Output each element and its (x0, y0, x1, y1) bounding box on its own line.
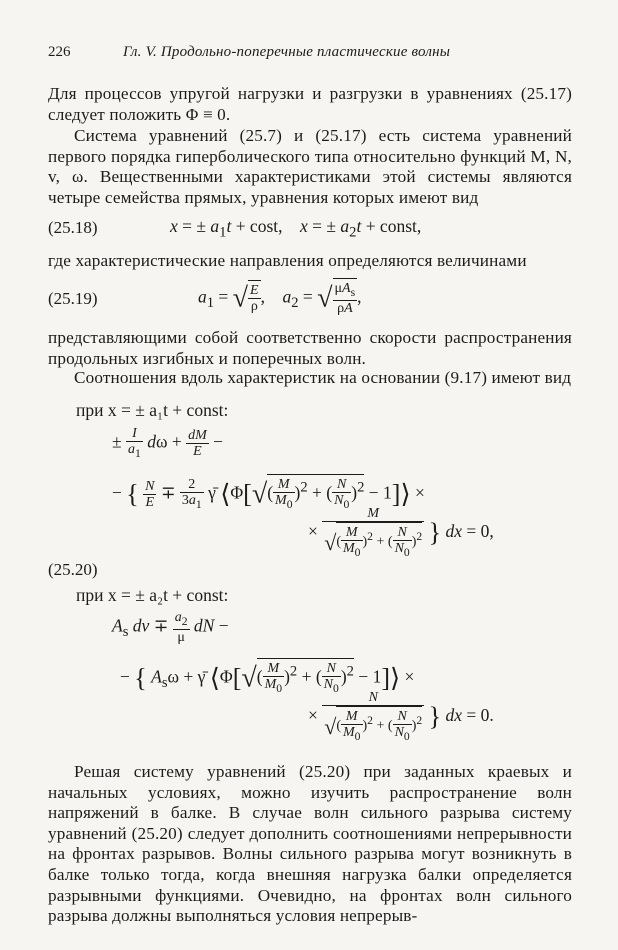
equation-25-20-row-4: $A_s$ dv ∓ $\frac{a_2}{\mu}$ dN − (112, 610, 229, 645)
paragraph-2: Система уравнений (25.7) и (25.17) есть система уравнений первого порядка гиперболического типа относительно функций M, N, v, ω. Вещественными характеристиками этой системы являются четыре семейства прямых, уравнения которых имеют вид (48, 126, 572, 207)
paragraph-5: Соотношения вдоль характеристик на основании (9.17) имеют вид (74, 368, 572, 387)
equation-number-25-19: (25.19) (48, 289, 98, 308)
equation-number-25-20: (25.20) (48, 560, 98, 579)
equation-25-20-row-6: × N √( $\frac{M}{M_0}$ )$^2$ + ( $\frac{N}{N_0}$ )$^2$ } dx = 0. (308, 690, 494, 743)
equation-number-25-18: (25.18) (48, 218, 98, 237)
equation-25-20-row-5: − { $A_s\omega$ + γ̄ ⟨Φ[√( $\frac{M}{M_0}$ )$^2$ + ( $\frac{N}{N_0}$ )$^2$ − 1]⟩ × (120, 658, 414, 696)
paragraph-3: где характеристические направления определяются величинами (48, 251, 527, 270)
condition-1: при x = ± a₁t + const: (76, 400, 229, 420)
equation-25-20-row-1: ± $\frac{I}{a_1}$ dω + $\frac{dM}{E}$ − (112, 426, 223, 460)
equation-25-18: x = ± $a_1t + \cos t$, x = ± $a_2t$ + const, (170, 216, 422, 241)
page-number: 226 (48, 44, 71, 60)
equation-25-19: $a_1$ = √ $\frac{E}{\rho}$ , $a_2$ = √ $\frac{\mu A_s}{\rho A}$ , (198, 278, 362, 316)
equation-25-20-row-3: × M √( $\frac{M}{M_0}$ )$^2$ + ( $\frac{N}{N_0}$ )$^2$ } dx = 0, (308, 506, 494, 559)
condition-2: при x = ± a₂t + const: (76, 585, 229, 605)
paragraph-1: Для процессов упругой нагрузки и разгрузки в уравнениях (25.17) следует положить Φ ≡ 0. (48, 84, 572, 124)
paragraph-4: представляющими собой соответственно скорости распространения продольных изгибных и поперечных волн. (48, 328, 572, 368)
paragraph-6: Решая систему уравнений (25.20) при заданных краевых и начальных условиях, можно изучить распространение волн напряжений в балке. В случае волн сильного разрыва систему уравнений (25.20) следует дополнить соотношениями непрерывности на фронтах разрывов. Волны сильного разрыва могут возникнуть в балке только тогда, когда внешняя нагрузка балки определяется разрывными функциями. Очевидно, на фронтах волн сильного разрыва должны выполняться условия непрерыв- (48, 762, 572, 926)
equation-25-20-row-2: − { $\frac{N}{E}$ ∓ $\frac{2}{3a_1}$ γ̄ ⟨Φ[√( $\frac{M}{M_0}$ )$^2$ + ( $\frac{N}{N_0}$ )$^2$ − 1]⟩ × (112, 474, 425, 512)
running-title: Гл. V. Продольно-поперечные пластические волны (123, 44, 451, 60)
